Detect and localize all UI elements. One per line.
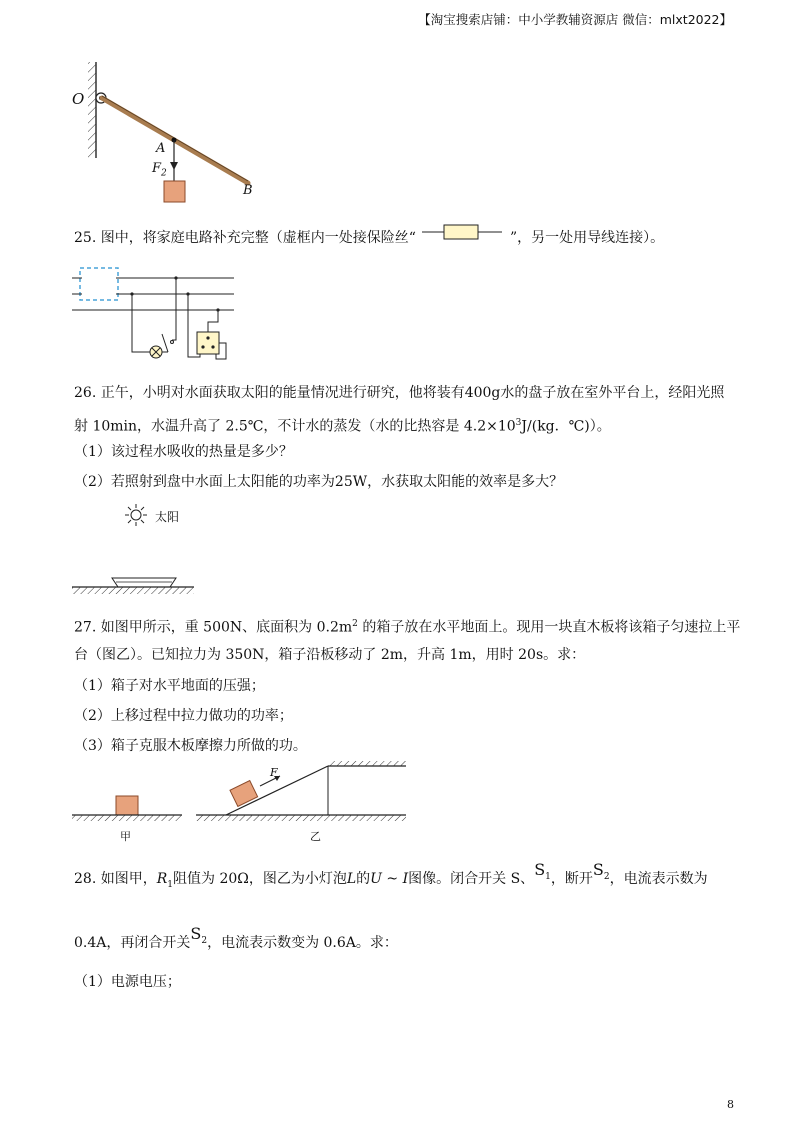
label-o: O [72,90,85,108]
figure-jia [72,790,184,824]
q27-sub2: （2）上移过程中拉力做功的功率； [74,708,293,724]
switch-symbol [162,334,168,352]
fuse-symbol [422,222,502,242]
q27-line1: 27. 如图甲所示，重 500N、底面积为 $0.2m^2$ 的箱子放在水平地面上。现用一块直木板将该箱子匀速拉上平 [74,619,741,636]
socket-symbol [197,332,219,354]
q27-sub1: （1）箱子对水平地面的压强； [74,678,265,694]
q28-line1: 28. 如图甲，$R_1$阻值为 20Ω，图乙为小灯泡L的U ~ I图像。闭合开关 S、$S_1$，断开$S_2$，电流表示数为 [74,860,708,890]
box-jia [116,796,138,815]
label-yi: 乙 [310,830,321,843]
q28-sub1: （1）电源电压； [74,974,181,990]
lever-figure [68,58,268,203]
household-circuit [68,262,248,362]
q28-line2: 0.4A，再闭合开关$S_2$，电流表示数变为 0.6A。求： [74,924,398,951]
page-header: 【淘宝搜索店铺：中小学教辅资源店 微信：mlxt2022】 [418,12,732,27]
q25-text-before: 25. 图中，将家庭电路补充完整（虚框内一处接保险丝“ [74,230,416,246]
hanging-block [164,181,185,202]
page-number: 8 [727,1098,734,1111]
dashed-box [80,268,118,300]
plate [112,578,176,587]
label-jia: 甲 [120,830,131,843]
box-yi [230,781,258,807]
q26-sub2: （2）若照射到盘中水面上太阳能的功率为25W，水获取太阳能的效率是多大？ [74,474,564,490]
q26-line1: 26. 正午，小明对水面获取太阳的能量情况进行研究，他将装有400g水的盘子放在室外平台上，经阳光照 [74,385,725,401]
q27-sub3: （3）箱子克服木板摩擦力所做的功。 [74,738,307,754]
q26-sub1: （1）该过程水吸收的热量是多少？ [74,444,293,460]
label-a: A [156,141,166,156]
label-b: B [243,183,253,198]
sun-label: 太阳 [155,510,180,524]
label-f2: $F_2$ [152,161,167,179]
water-plate-figure [72,574,196,596]
q25-text-after: ”，另一处用导线连接）。 [510,230,665,246]
wall-hatch [88,62,96,158]
q27-line2: 台（图乙）。已知拉力为 350N，箱子沿板移动了 2m，升高 1m，用时 20s。求： [74,647,586,663]
figure-yi [196,758,408,824]
label-force: F [270,766,278,779]
q26-line2: 射 10min，水温升高了 2.5℃，不计水的蒸发（水的比热容是 $4.2\times 10^3J/(kg$．℃)）。 [74,418,611,435]
force-arrow-head [170,162,178,170]
sun-icon [124,503,148,527]
